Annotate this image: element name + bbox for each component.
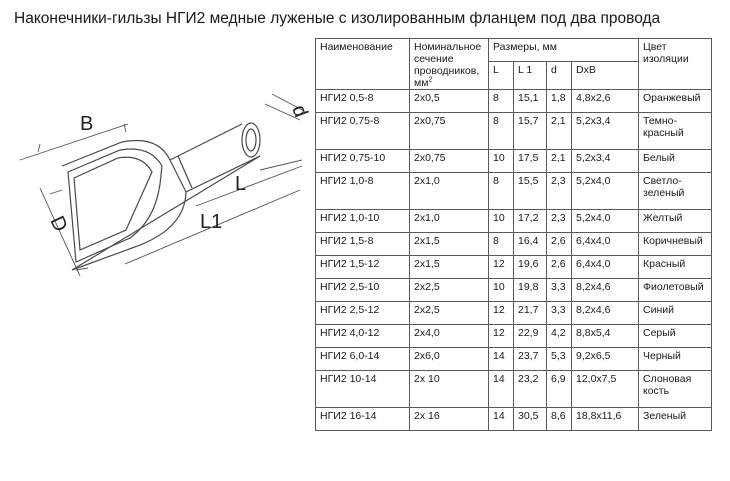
cell-color-line1: Фиолетовый [643, 281, 704, 293]
spec-table [315, 38, 712, 431]
cell-d: 5,3 [547, 348, 572, 371]
cell-color [639, 173, 712, 210]
cell-color-line1: Слоновая [643, 373, 692, 385]
cell-L: 10 [489, 150, 514, 173]
cell-name: НГИ2 16-14 [316, 408, 410, 431]
cell-color [639, 279, 712, 302]
cell-section: 2x1,5 [410, 256, 489, 279]
dim-label-d-inner: d [287, 102, 312, 121]
dim-label-b: B [80, 113, 94, 135]
cell-name: НГИ2 1,0-8 [316, 173, 410, 210]
cell-DxB: 8,2x4,6 [572, 302, 639, 325]
cell-color [639, 348, 712, 371]
cell-d: 4,2 [547, 325, 572, 348]
cell-color-line1: Желтый [643, 212, 683, 224]
cell-section: 2x0,75 [410, 113, 489, 150]
header-color-line1: Цвет [643, 41, 667, 53]
cell-color [639, 408, 712, 431]
cell-name: НГИ2 0,5-8 [316, 90, 410, 113]
cell-color-line1: Красный [643, 258, 686, 270]
cell-d: 2,3 [547, 173, 572, 210]
page-title: Наконечники-гильзы НГИ2 медные луженые с изолированным фланцем под два провода [14, 10, 661, 27]
cell-color-line1: Серый [643, 327, 676, 339]
cell-L1: 17,5 [514, 150, 547, 173]
cell-color-line1: Темно- [643, 115, 678, 127]
cell-name: НГИ2 1,5-12 [316, 256, 410, 279]
cell-color [639, 371, 712, 408]
cell-L: 10 [489, 210, 514, 233]
header-color-line2: изоляции [643, 53, 689, 65]
cell-DxB: 8,2x4,6 [572, 279, 639, 302]
cell-color [639, 325, 712, 348]
cell-d: 3,3 [547, 279, 572, 302]
cell-L: 8 [489, 90, 514, 113]
cell-DxB: 5,2x4,0 [572, 210, 639, 233]
cell-DxB: 5,2x3,4 [572, 150, 639, 173]
header-DxB: DxB [572, 62, 639, 90]
ferrule-flange-inner2 [74, 157, 152, 250]
table-row [316, 279, 712, 302]
dim-label-d-outer: D [45, 212, 72, 236]
cell-L1: 15,7 [514, 113, 547, 150]
ferrule-body-outline [62, 124, 260, 270]
table-row [316, 210, 712, 233]
cell-section: 2x6,0 [410, 348, 489, 371]
cell-color [639, 302, 712, 325]
cell-color-line2: зеленый [643, 187, 685, 199]
cell-section: 2x1,0 [410, 173, 489, 210]
cell-L: 14 [489, 371, 514, 408]
cell-name: НГИ2 2,5-12 [316, 302, 410, 325]
cell-L: 10 [489, 279, 514, 302]
ferrule-drawing [10, 80, 315, 280]
cell-color-line1: Белый [643, 152, 675, 164]
header-color [639, 39, 712, 90]
cell-color-line2: красный [643, 127, 684, 139]
header-section-unit: мм [414, 77, 429, 89]
cell-d: 1,8 [547, 90, 572, 113]
header-section [410, 39, 489, 90]
cell-L1: 19,8 [514, 279, 547, 302]
table-row [316, 150, 712, 173]
header-section-sup: 2 [428, 76, 433, 84]
cell-L1: 30,5 [514, 408, 547, 431]
table-row [316, 173, 712, 210]
cell-name: НГИ2 4,0-12 [316, 325, 410, 348]
table-row [316, 371, 712, 408]
ferrule-sleeve-lines [170, 156, 192, 192]
cell-d: 2,3 [547, 210, 572, 233]
cell-color-line2: кость [643, 385, 670, 397]
cell-L1: 15,1 [514, 90, 547, 113]
cell-d: 2,6 [547, 256, 572, 279]
cell-color-line1: Зеленый [643, 410, 687, 422]
table-row [316, 256, 712, 279]
cell-L: 14 [489, 348, 514, 371]
cell-d: 2,6 [547, 233, 572, 256]
cell-DxB: 6,4x4,0 [572, 233, 639, 256]
dim-label-l1: L1 [200, 211, 223, 233]
table-row [316, 113, 712, 150]
cell-DxB: 5,2x3,4 [572, 113, 639, 150]
cell-name: НГИ2 6,0-14 [316, 348, 410, 371]
cell-color [639, 256, 712, 279]
cell-section: 2x2,5 [410, 279, 489, 302]
table-row [316, 348, 712, 371]
cell-name: НГИ2 0,75-8 [316, 113, 410, 150]
cell-DxB: 4,8x2,6 [572, 90, 639, 113]
cell-L1: 23,7 [514, 348, 547, 371]
cell-DxB: 5,2x4,0 [572, 173, 639, 210]
header-L1: L 1 [514, 62, 547, 90]
cell-color [639, 90, 712, 113]
cell-section: 2x2,5 [410, 302, 489, 325]
cell-L1: 17,2 [514, 210, 547, 233]
table-row [316, 302, 712, 325]
cell-L: 12 [489, 302, 514, 325]
header-name: Наименование [316, 39, 410, 90]
table-row [316, 408, 712, 431]
cell-section: 2x0,5 [410, 90, 489, 113]
cell-section: 2x0,75 [410, 150, 489, 173]
header-d: d [547, 62, 572, 90]
cell-L: 14 [489, 408, 514, 431]
cell-L: 8 [489, 233, 514, 256]
cell-L: 12 [489, 256, 514, 279]
cell-name: НГИ2 2,5-10 [316, 279, 410, 302]
cell-name: НГИ2 0,75-10 [316, 150, 410, 173]
ferrule-sleeve-hole [246, 129, 256, 151]
cell-d: 6,9 [547, 371, 572, 408]
cell-name: НГИ2 10-14 [316, 371, 410, 408]
cell-L1: 22,9 [514, 325, 547, 348]
cell-DxB: 12,0x7,5 [572, 371, 639, 408]
cell-section: 2x4,0 [410, 325, 489, 348]
table-row [316, 233, 712, 256]
ferrule-sleeve-end [242, 123, 260, 157]
header-sizes: Размеры, мм [489, 39, 639, 62]
cell-color-line1: Синий [643, 304, 674, 316]
cell-L: 12 [489, 325, 514, 348]
cell-DxB: 18,8x11,6 [572, 408, 639, 431]
cell-color-line1: Коричневый [643, 235, 703, 247]
cell-color [639, 150, 712, 173]
cell-L1: 16,4 [514, 233, 547, 256]
cell-color-line1: Черный [643, 350, 681, 362]
cell-color [639, 210, 712, 233]
cell-color-line1: Светло- [643, 175, 682, 187]
header-section-line1: Номинальное [414, 41, 482, 53]
cell-section: 2x 10 [410, 371, 489, 408]
cell-name: НГИ2 1,5-8 [316, 233, 410, 256]
cell-section: 2x 16 [410, 408, 489, 431]
cell-section: 2x1,0 [410, 210, 489, 233]
cell-L1: 23,2 [514, 371, 547, 408]
cell-color-line1: Оранжевый [643, 92, 701, 104]
cell-L1: 15,5 [514, 173, 547, 210]
cell-d: 3,3 [547, 302, 572, 325]
cell-color [639, 113, 712, 150]
cell-section: 2x1,5 [410, 233, 489, 256]
cell-L: 8 [489, 173, 514, 210]
cell-d: 8,6 [547, 408, 572, 431]
cell-d: 2,1 [547, 113, 572, 150]
cell-L1: 21,7 [514, 302, 547, 325]
header-section-line2: сечение [414, 53, 454, 65]
cell-L: 8 [489, 113, 514, 150]
header-section-line3: проводников, [414, 65, 480, 77]
table-row [316, 90, 712, 113]
cell-DxB: 6,4x4,0 [572, 256, 639, 279]
cell-L1: 19,6 [514, 256, 547, 279]
cell-DxB: 8,8x5,4 [572, 325, 639, 348]
cell-DxB: 9,2x6,5 [572, 348, 639, 371]
cell-color [639, 233, 712, 256]
dim-label-l: L [235, 173, 247, 195]
table-row [316, 325, 712, 348]
cell-d: 2,1 [547, 150, 572, 173]
header-L: L [489, 62, 514, 90]
cell-name: НГИ2 1,0-10 [316, 210, 410, 233]
